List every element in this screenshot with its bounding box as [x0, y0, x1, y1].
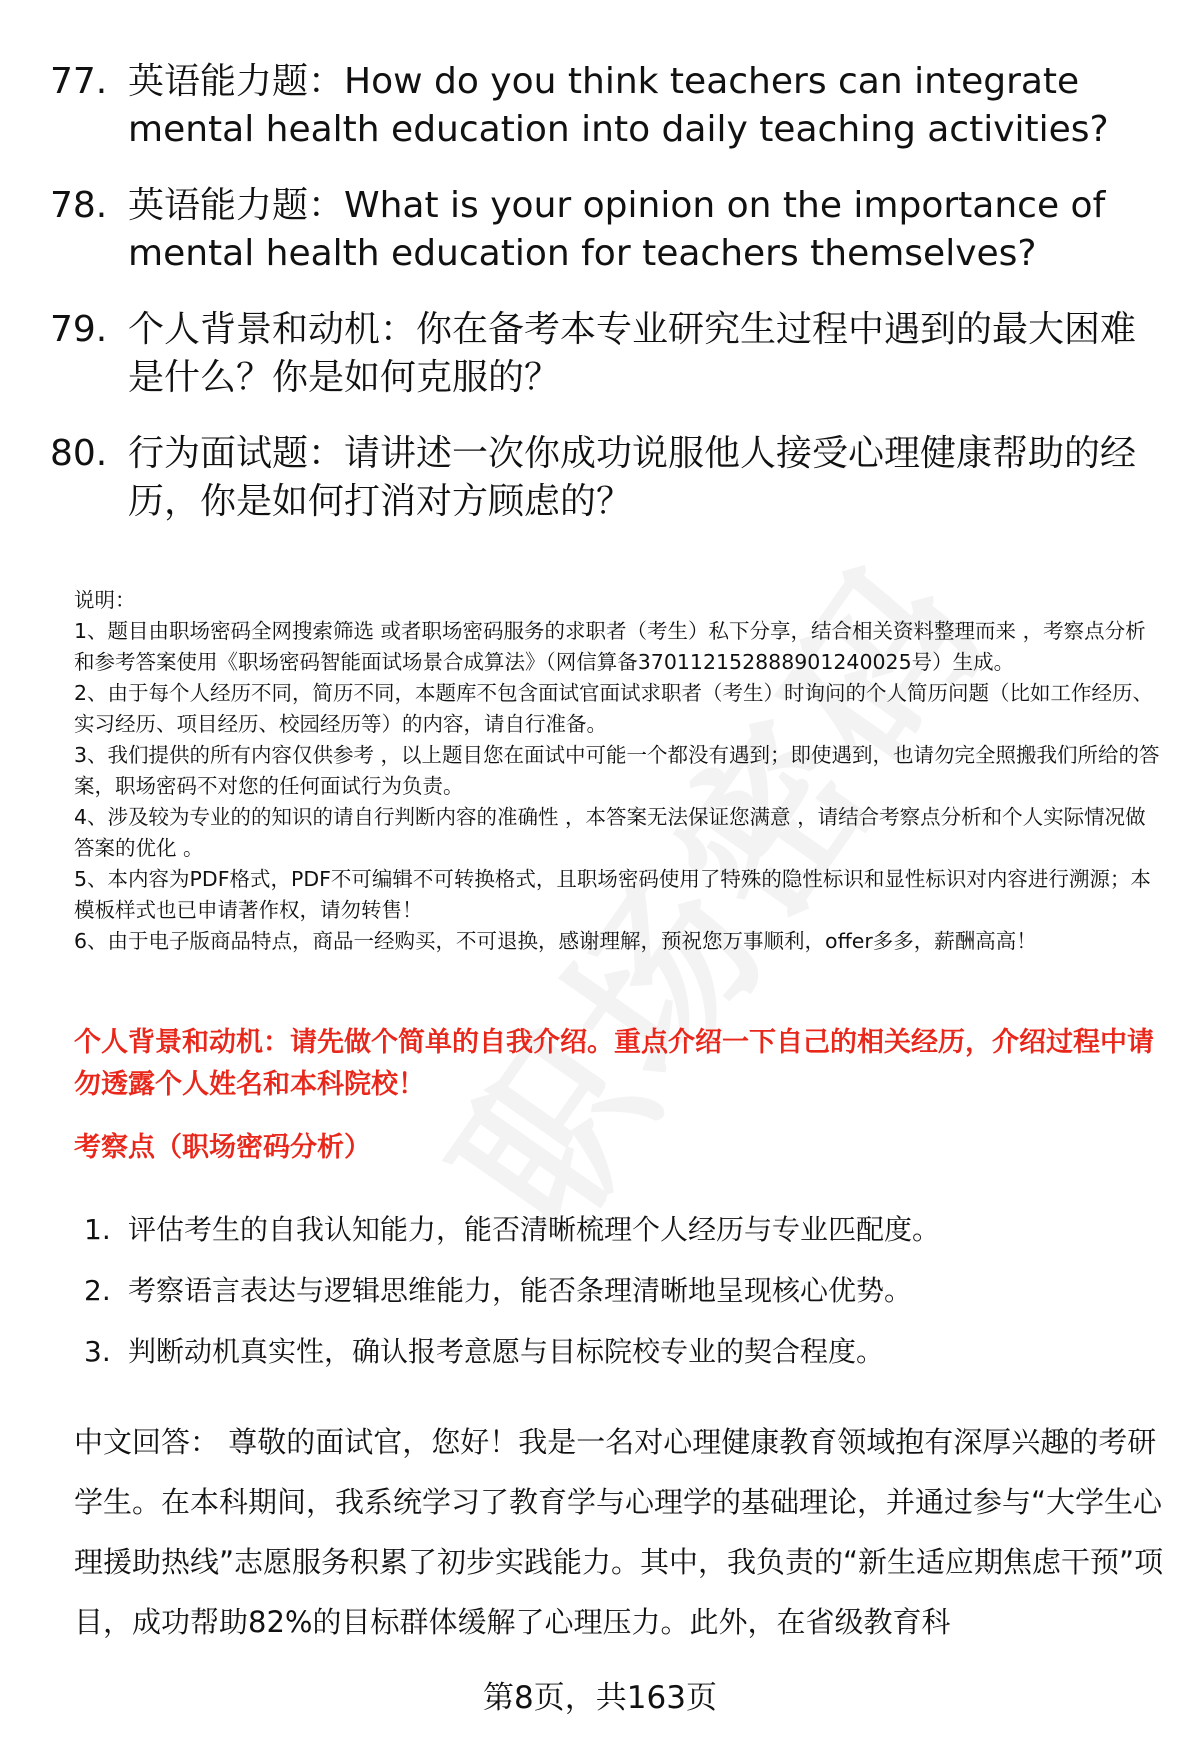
chinese-answer: 中文回答： 尊敬的面试官，您好！我是一名对心理健康教育领域抱有深厚兴趣的考研学生。在本科期间，我系统学习了教育学与心理学的基础理论，并通过参与“大学生心理援助热线”志愿服务积累了初步实践能力。其中，我负责的“新生适应期焦虑干预”项目，成功帮助82%的目标群体缓解了心理压力。此外，在省级教育科	[74, 1425, 1164, 1639]
analysis-point-number: 1.	[84, 1213, 111, 1246]
analysis-point-text: 判断动机真实性，确认报考意愿与目标院校专业的契合程度。	[128, 1335, 885, 1368]
note-item: 1、题目由职场密码全网搜索筛选 或者职场密码服务的求职者（考生）私下分享，结合相关资料整理而来 ，考察点分析和参考答案使用《职场密码智能面试场景合成算法》（网信算备370112152888901240025号）生成。	[74, 619, 1146, 674]
question-text: 行为面试题：请讲述一次你成功说服他人接受心理健康帮助的经历，你是如何打消对方顾虑的？	[128, 433, 1137, 522]
analysis-point-number: 3.	[84, 1335, 111, 1368]
note-item: 2、由于每个人经历不同，简历不同，本题库不包含面试官面试求职者（考生）时询问的个人简历问题（比如工作经历、实习经历、项目经历、校园经历等）的内容，请自行准备。	[74, 681, 1154, 736]
analysis-point	[84, 1208, 1144, 1252]
question-number: 78.	[50, 185, 108, 226]
analysis-point-text: 评估考生的自我认知能力，能否清晰梳理个人经历与专业匹配度。	[128, 1213, 941, 1246]
question-number: 77.	[50, 61, 108, 102]
question-text: 英语能力题：How do you think teachers can integrate mental health education into daily teaching activities?	[128, 61, 1109, 150]
question-item	[50, 182, 1160, 278]
question-item	[50, 430, 1160, 526]
question-number: 80.	[50, 433, 108, 474]
question-number: 79.	[50, 309, 108, 350]
analysis-heading: 考察点（职场密码分析）	[74, 1132, 371, 1163]
analysis-point-text: 考察语言表达与逻辑思维能力，能否条理清晰地呈现核心优势。	[128, 1274, 913, 1307]
analysis-points	[84, 1208, 1144, 1391]
analysis-point	[84, 1330, 1144, 1374]
question-list	[50, 58, 1160, 554]
note-item: 6、由于电子版商品特点，商品一经购买，不可退换，感谢理解，预祝您万事顺利，offer多多，薪酬高高！	[74, 929, 1037, 953]
current-question-title: 个人背景和动机：请先做个简单的自我介绍。重点介绍一下自己的相关经历，介绍过程中请勿透露个人姓名和本科院校！	[74, 1027, 1154, 1100]
page-footer: 第8页，共163页	[483, 1680, 717, 1716]
question-item	[50, 58, 1160, 154]
note-item: 5、本内容为PDF格式，PDF不可编辑不可转换格式，且职场密码使用了特殊的隐性标识和显性标识对内容进行溯源；本模板样式也已申请著作权，请勿转售！	[74, 867, 1151, 922]
question-text: 个人背景和动机：你在备考本专业研究生过程中遇到的最大困难是什么？你是如何克服的？	[128, 309, 1137, 398]
notes-section	[74, 585, 1164, 957]
question-text: 英语能力题：What is your opinion on the importance of mental health education for teachers themselves?	[128, 185, 1106, 274]
question-item	[50, 306, 1160, 402]
note-item: 4、涉及较为专业的的知识的请自行判断内容的准确性 ，本答案无法保证您满意 ，请结合考察点分析和个人实际情况做答案的优化 。	[74, 805, 1146, 860]
notes-heading: 说明：	[74, 588, 136, 612]
note-item: 3、我们提供的所有内容仅供参考 ，以上题目您在面试中可能一个都没有遇到；即使遇到，也请勿完全照搬我们所给的答案，职场密码不对您的任何面试行为负责。	[74, 743, 1160, 798]
analysis-point-number: 2.	[84, 1274, 111, 1307]
analysis-point	[84, 1269, 1144, 1313]
